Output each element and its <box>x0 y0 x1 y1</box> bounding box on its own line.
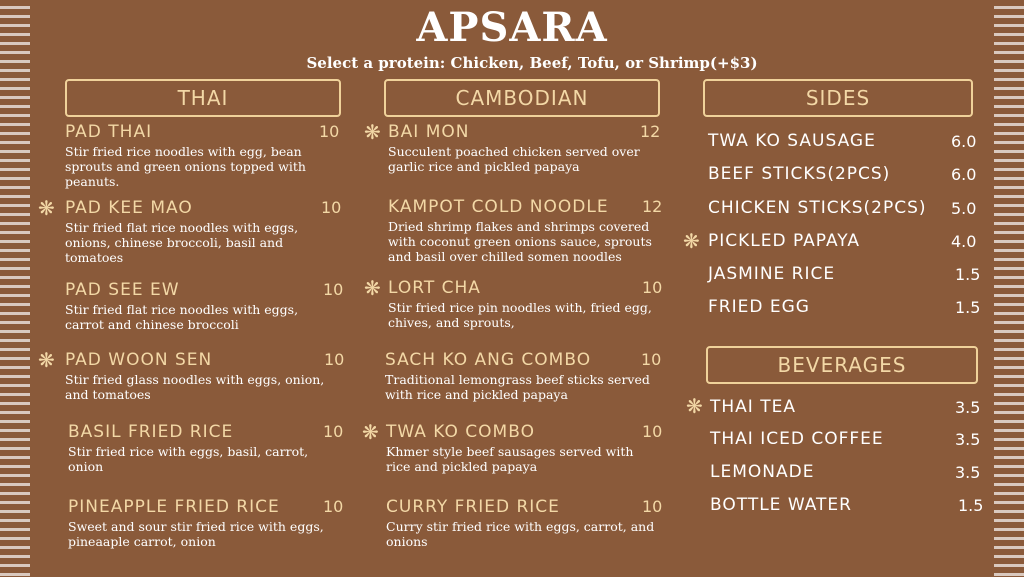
item-price: 10 <box>323 280 344 299</box>
sides-section-header: SIDES <box>703 79 973 117</box>
item-name: CURRY FRIED RICE <box>386 497 560 517</box>
protein-subtitle: Select a protein: Chicken, Beef, Tofu, or Shrimp(+$3) <box>306 54 758 72</box>
side-item-price: 5.0 <box>951 199 977 218</box>
item-name: BAI MON <box>388 122 470 142</box>
lotus-flower-icon: ❋ <box>683 229 700 253</box>
side-item-name: BEEF STICKS(2PCS) <box>708 164 891 184</box>
menu-item-pad-see-ew <box>65 280 345 332</box>
item-name: BASIL FRIED RICE <box>68 422 234 442</box>
item-price: 10 <box>323 422 344 441</box>
item-price: 12 <box>640 122 661 141</box>
menu-item-basil-fried-rice <box>68 422 348 474</box>
lotus-flower-icon: ❋ <box>686 394 703 418</box>
side-item-name: FRIED EGG <box>708 297 810 317</box>
side-item-name: CHICKEN STICKS(2PCS) <box>708 198 927 218</box>
beverage-item-name: BOTTLE WATER <box>710 495 852 515</box>
item-price: 10 <box>642 422 663 441</box>
item-price: 10 <box>319 122 340 141</box>
item-name: PAD SEE EW <box>65 280 180 300</box>
menu-item-pineapple-fried-rice <box>68 497 348 549</box>
side-item-price: 1.5 <box>955 265 981 284</box>
side-item-price: 6.0 <box>951 132 977 151</box>
item-name: PINEAPPLE FRIED RICE <box>68 497 280 517</box>
beverage-item-price: 1.5 <box>958 496 984 515</box>
item-description: Khmer style beef sausages served with rice and pickled papaya <box>386 444 634 474</box>
beverages-section-header: BEVERAGES <box>706 346 978 384</box>
item-description: Stir fried rice noodles with egg, bean sprouts and green onions topped with peanuts. <box>65 144 306 189</box>
side-item-name: PICKLED PAPAYA <box>708 231 860 251</box>
lotus-flower-icon: ❋ <box>38 196 55 220</box>
menu-item-kampot-cold-noodle <box>388 197 668 264</box>
item-description: Succulent poached chicken served over garlic rice and pickled papaya <box>388 144 640 174</box>
cambodian-section-header: CAMBODIAN <box>384 79 660 117</box>
item-price: 10 <box>642 278 663 297</box>
lotus-flower-icon: ❋ <box>38 348 55 372</box>
side-item-name: JASMINE RICE <box>708 264 836 284</box>
item-name: PAD THAI <box>65 122 153 142</box>
menu-item-bai-mon <box>388 122 668 174</box>
menu-item-sach-ko-ang-combo <box>385 350 665 402</box>
beverage-item-name: THAI TEA <box>710 397 796 417</box>
menu-item-curry-fried-rice <box>386 497 666 549</box>
item-name: PAD WOON SEN <box>65 350 213 370</box>
side-item-price: 4.0 <box>951 232 977 251</box>
menu-item-twa-ko-combo <box>386 422 666 474</box>
item-description: Curry stir fried rice with eggs, carrot, and onions <box>386 519 655 549</box>
beverage-item-price: 3.5 <box>955 430 981 449</box>
beverage-item-price: 3.5 <box>955 463 981 482</box>
lotus-flower-icon: ❋ <box>362 420 379 444</box>
beverage-item-name: THAI ICED COFFEE <box>710 429 884 449</box>
item-price: 12 <box>642 197 663 216</box>
left-decorative-border <box>0 0 30 577</box>
item-description: Stir fried rice with eggs, basil, carrot, onion <box>68 444 309 474</box>
menu-item-pad-thai <box>65 122 345 189</box>
item-name: KAMPOT COLD NOODLE <box>388 197 609 217</box>
item-name: LORT CHA <box>388 278 481 298</box>
item-name: TWA KO COMBO <box>386 422 535 442</box>
menu-item-pad-kee-mao <box>65 198 345 265</box>
item-price: 10 <box>323 497 344 516</box>
right-decorative-border <box>994 0 1024 577</box>
item-name: PAD KEE MAO <box>65 198 193 218</box>
item-description: Stir fried flat rice noodles with eggs, onions, chinese broccoli, basil and tomatoes <box>65 220 299 265</box>
lotus-flower-icon: ❋ <box>364 120 381 144</box>
item-description: Stir fried glass noodles with eggs, onion, and tomatoes <box>65 372 325 402</box>
item-description: Sweet and sour stir fried rice with eggs, pineaaple carrot, onion <box>68 519 324 549</box>
item-price: 10 <box>321 198 342 217</box>
thai-section-header: THAI <box>65 79 341 117</box>
item-price: 10 <box>642 497 663 516</box>
item-description: Stir fried flat rice noodles with eggs, carrot and chinese broccoli <box>65 302 299 332</box>
menu-item-lort-cha <box>388 278 668 330</box>
side-item-name: TWA KO SAUSAGE <box>708 131 876 151</box>
item-description: Dried shrimp flakes and shrimps covered with coconut green onions sauce, sprouts and basil over chilled somen noodles <box>388 219 652 264</box>
item-description: Stir fried rice pin noodles with, fried egg, chives, and sprouts, <box>388 300 652 330</box>
beverage-item-price: 3.5 <box>955 398 981 417</box>
restaurant-name: APSARA <box>416 4 608 51</box>
lotus-flower-icon: ❋ <box>364 276 381 300</box>
menu-item-pad-woon-sen <box>65 350 345 402</box>
beverage-item-name: LEMONADE <box>710 462 815 482</box>
side-item-price: 1.5 <box>955 298 981 317</box>
item-price: 10 <box>641 350 662 369</box>
item-name: SACH KO ANG COMBO <box>385 350 592 370</box>
item-price: 10 <box>324 350 345 369</box>
side-item-price: 6.0 <box>951 165 977 184</box>
item-description: Traditional lemongrass beef sticks served with rice and pickled papaya <box>385 372 650 402</box>
